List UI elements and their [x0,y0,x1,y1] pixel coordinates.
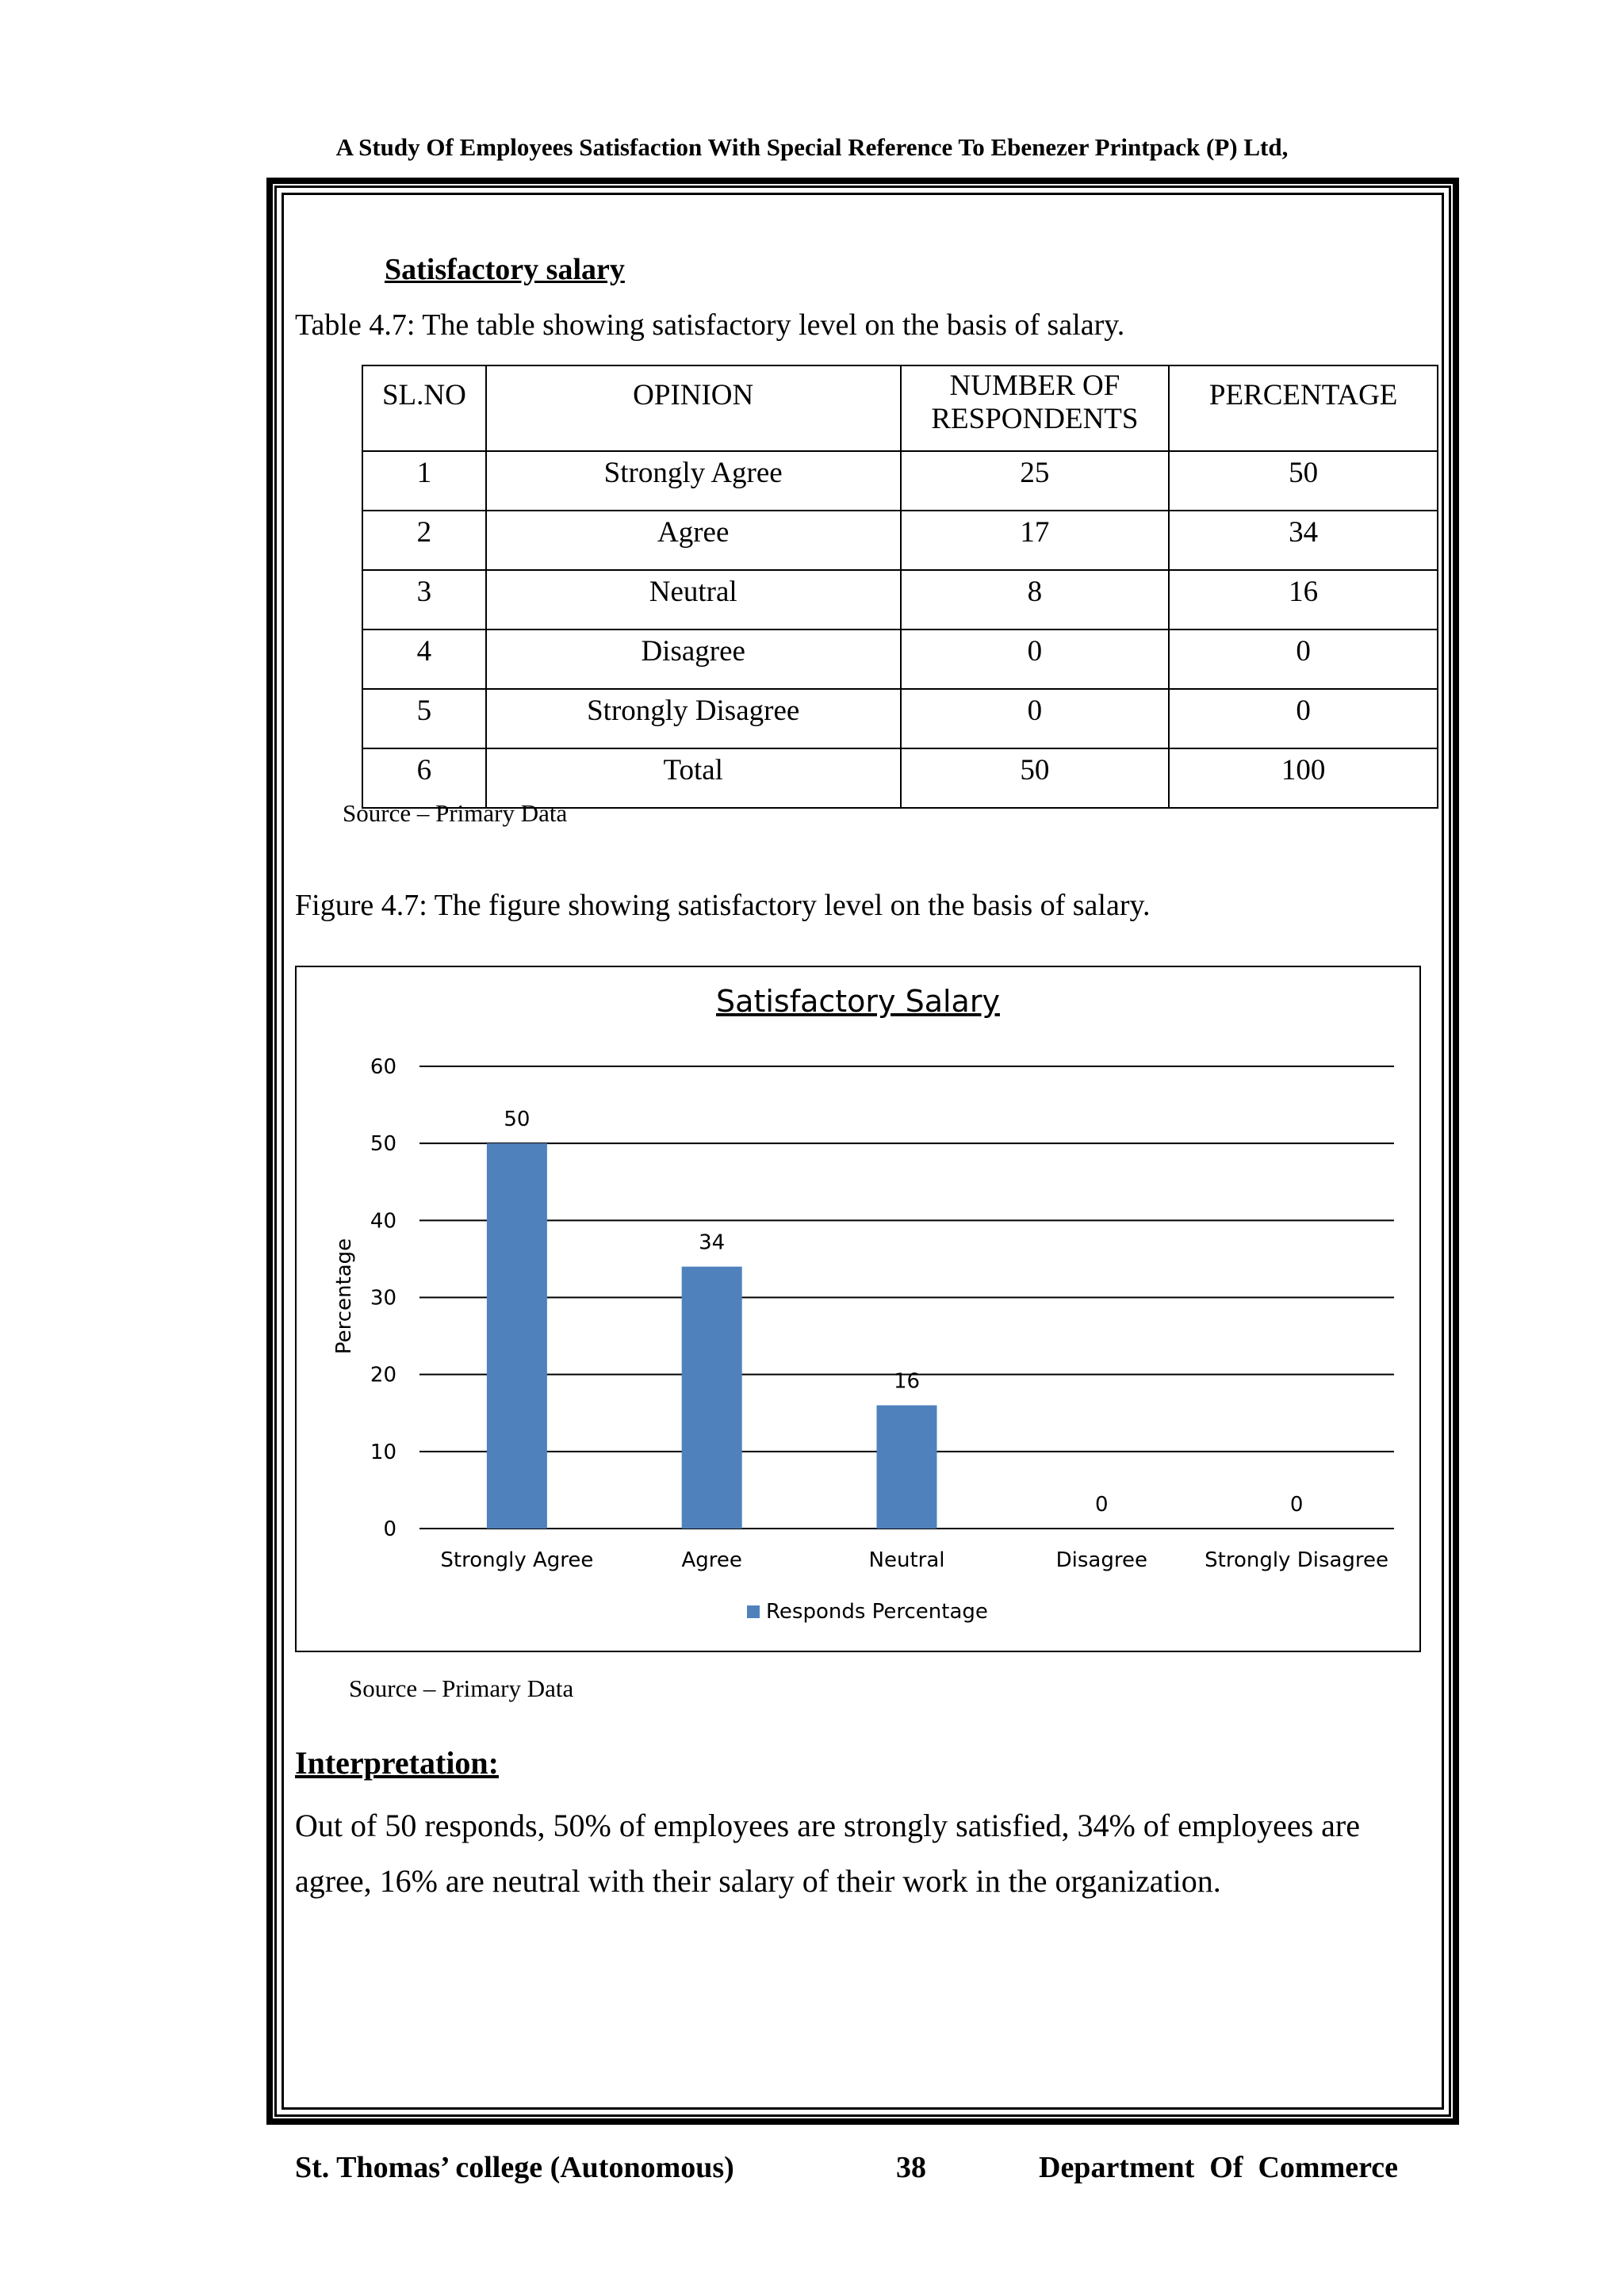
y-tick-label: 60 [370,1055,396,1079]
cell-opinion: Neutral [486,570,901,629]
cell-slno: 2 [362,511,486,570]
chart-container [295,966,1421,1652]
cell-opinion: Disagree [486,629,901,689]
y-tick-label: 50 [370,1132,396,1157]
cell-opinion: Agree [486,511,901,570]
section-title: Satisfactory salary [385,253,625,286]
bar [682,1267,742,1529]
column-header-percentage: PERCENTAGE [1169,365,1438,451]
x-tick-label: Disagree [1055,1548,1147,1572]
table-row [362,629,1438,689]
cell-slno: 6 [362,748,486,808]
column-header-respondents-line2: RESPONDENTS [931,403,1139,435]
x-tick-label: Strongly Disagree [1205,1548,1389,1572]
cell-respondents: 25 [901,451,1170,511]
cell-percentage: 100 [1169,748,1438,808]
figure-source: Source – Primary Data [349,1674,574,1702]
column-header-respondents-line1: NUMBER OF [949,369,1120,402]
footer-page-number: 38 [896,2151,926,2184]
chart-bars [487,1143,937,1529]
column-header-slno: SL.NO [362,365,486,451]
column-header-opinion: OPINION [486,365,901,451]
data-label: 0 [1095,1493,1109,1517]
footer-college: St. Thomas’ college (Autonomous) [295,2151,734,2184]
chart-y-ticks [370,1055,396,1541]
cell-percentage: 50 [1169,451,1438,511]
cell-opinion: Strongly Agree [486,451,901,511]
table-row [362,570,1438,629]
cell-respondents: 0 [901,689,1170,748]
cell-slno: 5 [362,689,486,748]
table-row [362,689,1438,748]
cell-percentage: 0 [1169,689,1438,748]
cell-opinion: Strongly Disagree [486,689,901,748]
table-source: Source – Primary Data [343,799,568,827]
legend-swatch [747,1605,760,1618]
cell-respondents: 0 [901,629,1170,689]
interpretation-text [295,1798,1429,1909]
legend-label: Responds Percentage [766,1600,988,1624]
chart-y-axis-label: Percentage [332,1238,356,1355]
table-row [362,511,1438,570]
data-label: 50 [504,1108,530,1132]
satisfaction-table [362,365,1438,809]
cell-percentage: 0 [1169,629,1438,689]
cell-respondents: 17 [901,511,1170,570]
cell-respondents: 8 [901,570,1170,629]
data-label: 0 [1289,1493,1304,1517]
cell-percentage: 34 [1169,511,1438,570]
y-tick-label: 10 [370,1440,396,1464]
y-tick-label: 30 [370,1286,396,1311]
table-caption: Table 4.7: The table showing satisfactory level on the basis of salary. [295,308,1125,342]
interpretation-line-1: Out of 50 responds, 50% of employees are strongly satisfied, 34% of employees are [295,1808,1360,1843]
chart-legend [747,1600,988,1624]
cell-slno: 1 [362,451,486,511]
interpretation-line-2: agree, 16% are neutral with their salary of their work in the organization. [295,1863,1221,1899]
y-tick-label: 40 [370,1209,396,1234]
cell-slno: 3 [362,570,486,629]
chart-title: Satisfactory Salary [716,984,1000,1019]
cell-respondents: 50 [901,748,1170,808]
x-tick-label: Neutral [868,1548,945,1572]
bar-chart [297,967,1419,1651]
data-label: 34 [699,1230,726,1255]
y-tick-label: 0 [383,1517,396,1541]
y-tick-label: 20 [370,1363,396,1387]
bar [877,1406,937,1529]
footer-department: Department Of Commerce [1039,2151,1399,2184]
interpretation-title: Interpretation: [295,1745,499,1781]
chart-x-ticks [440,1548,1388,1572]
bar [487,1143,547,1529]
cell-opinion: Total [486,748,901,808]
figure-caption: Figure 4.7: The figure showing satisfactory level on the basis of salary. [295,889,1151,922]
column-header-respondents [901,365,1170,451]
x-tick-label: Agree [681,1548,742,1572]
data-label: 16 [893,1369,921,1394]
page-header: A Study Of Employees Satisfaction With Special Reference To Ebenezer Printpack (P) Ltd, [335,133,1289,161]
table-header-row [362,365,1438,451]
cell-slno: 4 [362,629,486,689]
table-row [362,451,1438,511]
cell-percentage: 16 [1169,570,1438,629]
x-tick-label: Strongly Agree [440,1548,594,1572]
